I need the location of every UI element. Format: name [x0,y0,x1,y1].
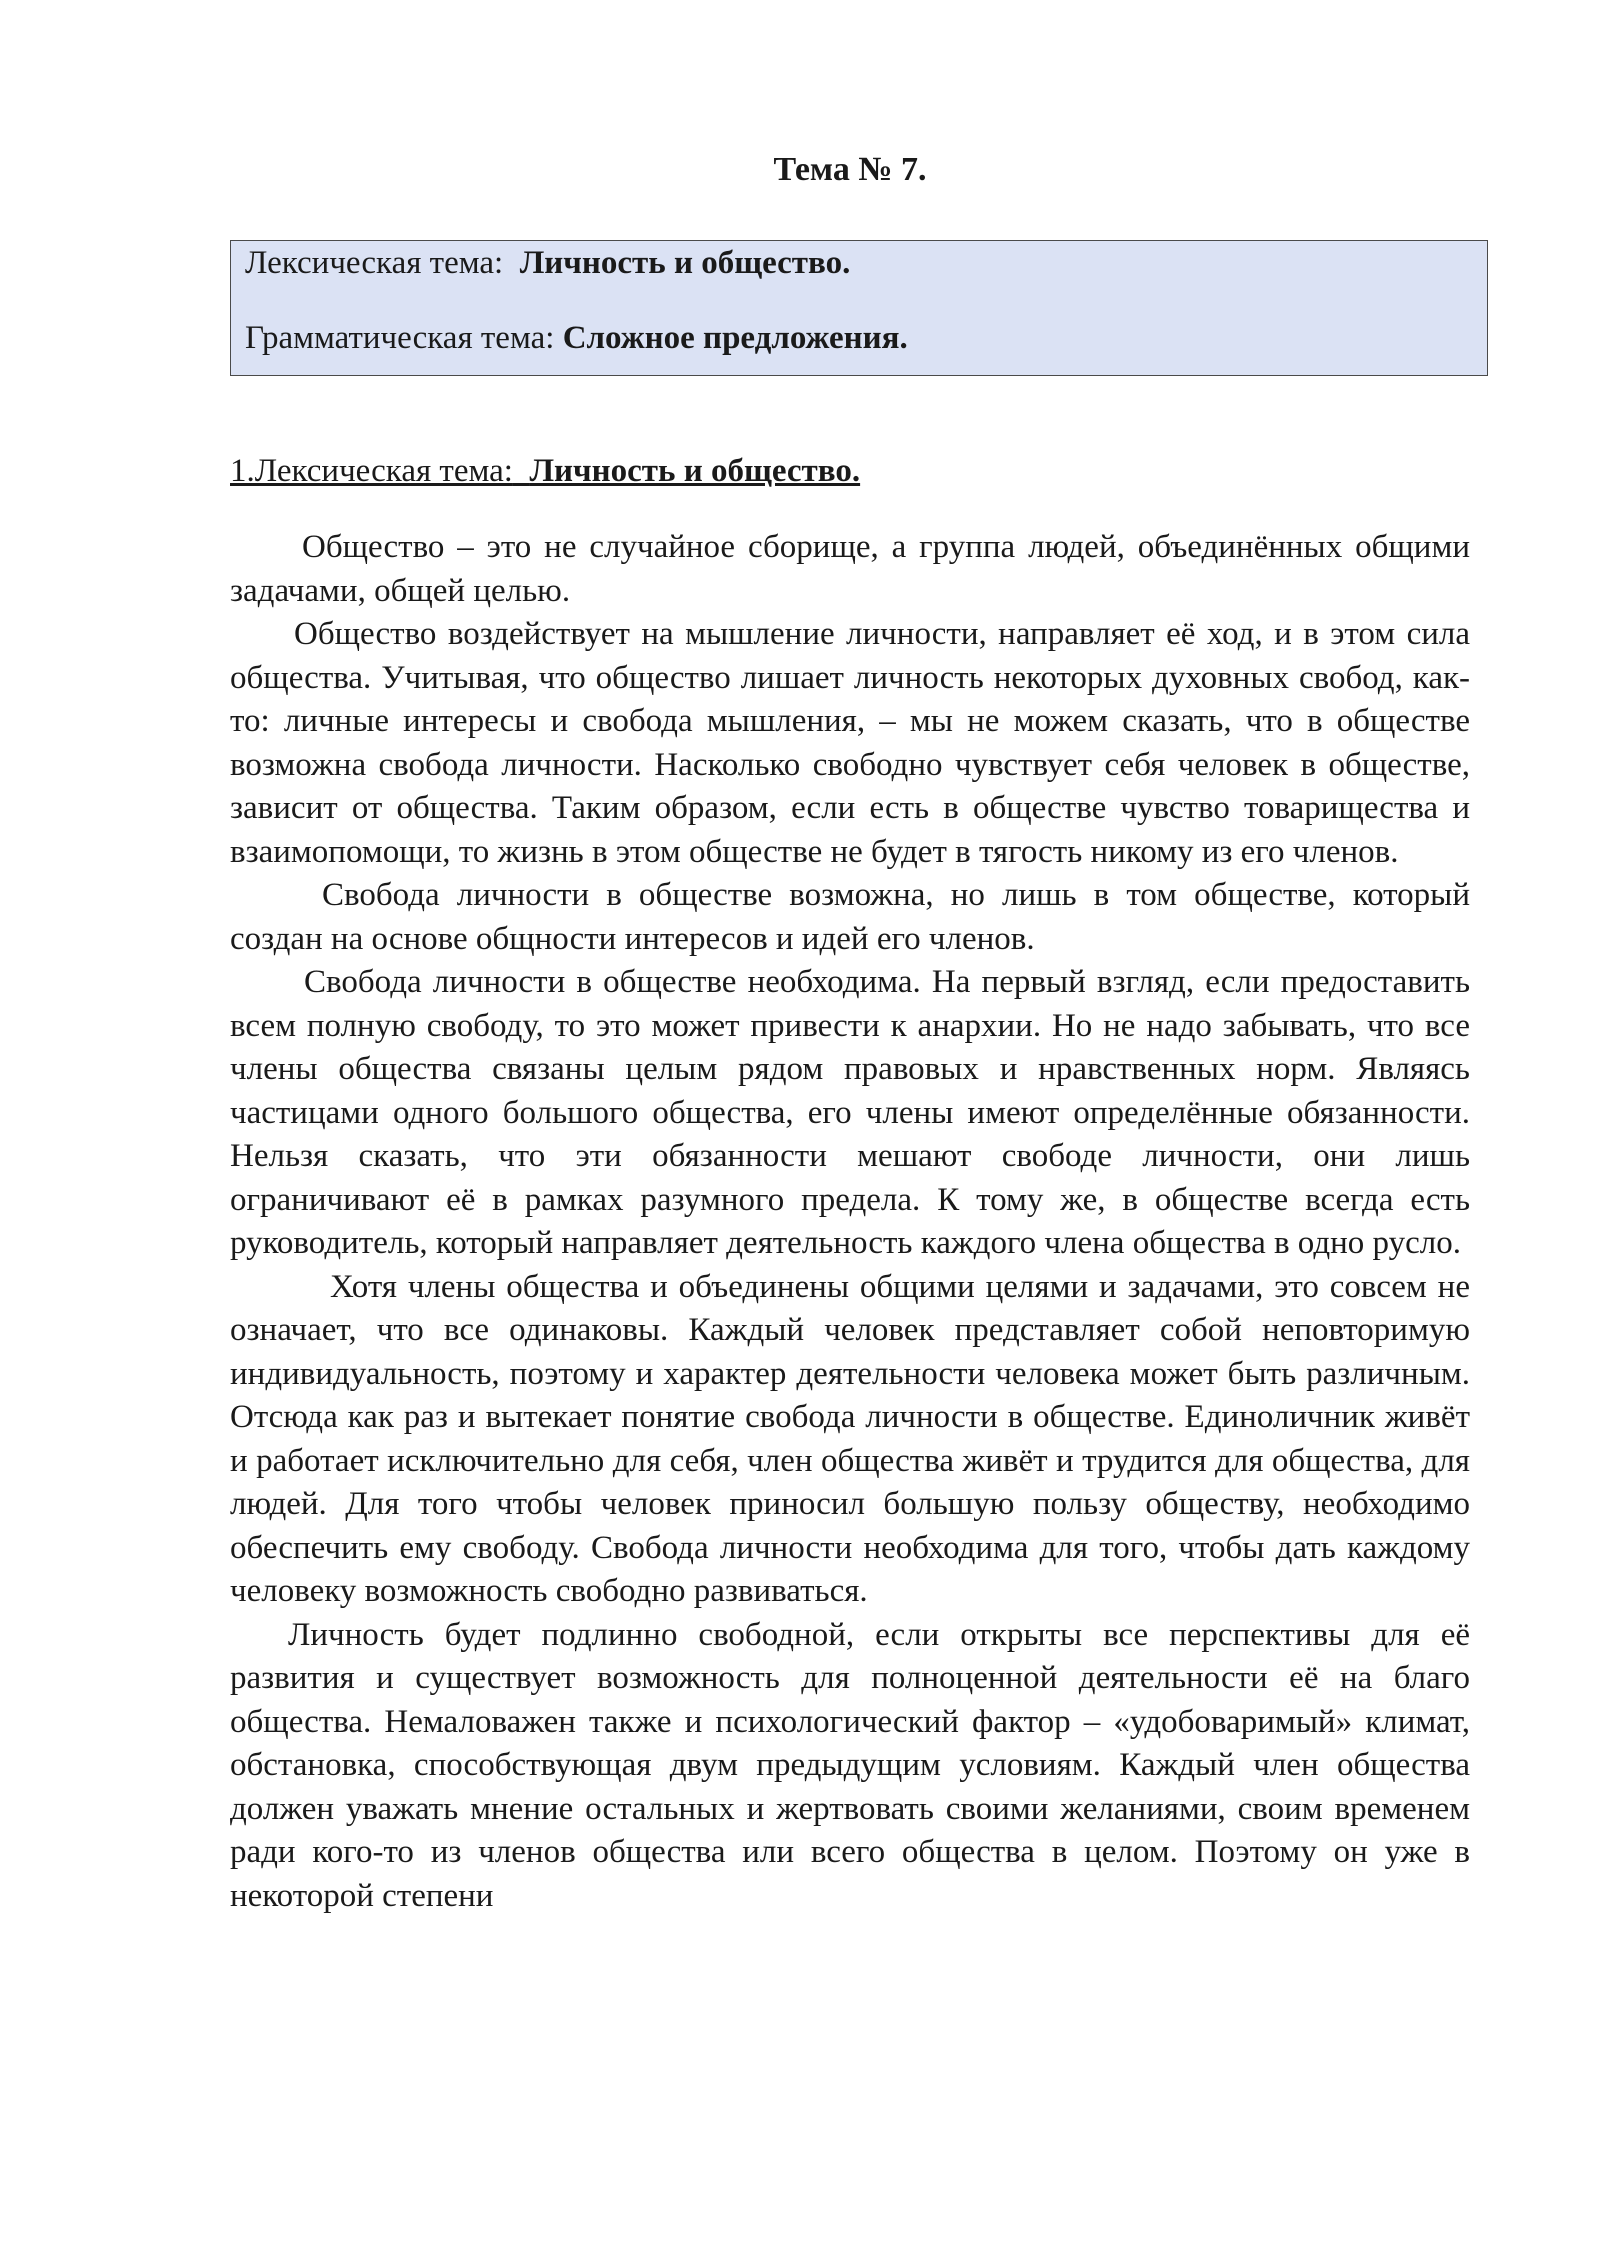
paragraph-1: Общество – это не случайное сборище, а группа людей, объединённых общими задачами, общей целью. [230,529,1470,609]
paragraph-5: Хотя члены общества и объединены общими целями и задачами, это совсем не означает, что все одинаковы. Каждый человек представляет собой неповторимую индивидуальность, поэтому и характер деятельности человека может быть различным. Отсюда как раз и вытекает понятие свобода личности в обществе. Единоличник живёт и работает исключительно для себя, член общества живёт и трудится для общества, для людей. Для того чтобы человек приносил большую пользу обществу, необходимо обеспечить ему свободу. Свобода личности необходима для того, чтобы дать каждому человеку возможность свободно развиваться. [230,1268,1470,1609]
section-heading [230,449,860,493]
grammar-topic-line [245,320,908,357]
section-heading-label: 1.Лексическая тема: [230,453,513,489]
lexical-topic-line [245,245,850,282]
paragraph-4: Свобода личности в обществе необходима. На первый взгляд, если предоставить всем полную свободу, то это может привести к анархии. Но не надо забывать, что все члены общества связаны целым рядом правовых и нравственных норм. Являясь частицами одного большого общества, его члены имеют определённые обязанности. Нельзя сказать, что эти обязанности мешают свободе личности, они лишь ограничивают её в рамках разумного предела. К тому же, в обществе всегда есть руководитель, который направляет деятельность каждого члена общества в одно русло. [230,964,1470,1261]
paragraph-3: Свобода личности в обществе возможна, но лишь в том обществе, который создан на основе общности интересов и идей его членов. [230,877,1470,957]
grammar-topic-value: Сложное предложения. [562,320,908,356]
document-title: Тема № 7. [773,151,927,188]
grammar-topic-label: Грамматическая тема: [245,320,555,356]
lexical-topic-value: Личность и общество. [519,245,851,281]
section-heading-value: Личность и общество. [529,453,861,489]
body-text [230,526,1470,1918]
paragraph-6: Личность будет подлинно свободной, если открыты все перспективы для её развития и существует возможность для полноценной деятельности её на благо общества. Немаловажен также и психологический фактор – «удобоваримый» климат, обстановка, способствующая двум предыдущим условиям. Каждый член общества должен уважать мнение остальных и жертвовать своими желаниями, своим временем ради кого-то из членов общества или всего общества в целом. Поэтому он уже в некоторой степени [230,1616,1470,1914]
topic-box [230,240,1488,376]
paragraph-2: Общество воздействует на мышление личности, направляет её ход, и в этом сила общества. Учитывая, что общество лишает личность некоторых духовных свобод, как-то: личные интересы и свобода мышления, – мы не можем сказать, что в обществе возможна свобода личности. Насколько свободно чувствует себя человек в обществе, зависит от общества. Таким образом, если есть в обществе чувство товарищества и взаимопомощи, то жизнь в этом обществе не будет в тягость никому из его членов. [230,616,1470,870]
lexical-topic-label: Лексическая тема: [245,245,504,281]
